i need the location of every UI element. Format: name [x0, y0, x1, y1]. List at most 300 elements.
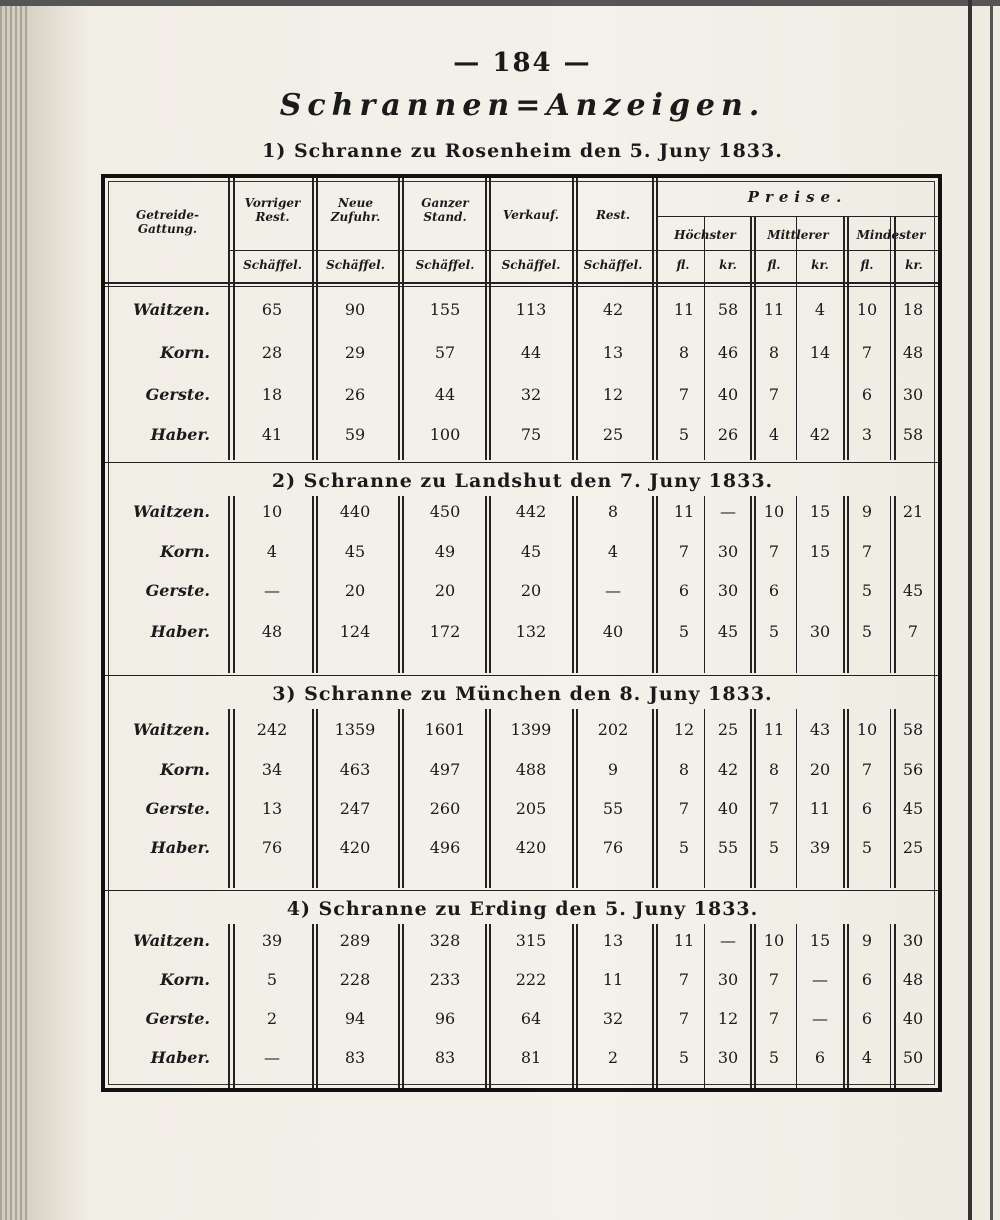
column-rule — [233, 709, 235, 888]
table-cell: 11 — [673, 502, 695, 521]
column-rule — [485, 496, 487, 673]
table-cell: 3 — [861, 425, 873, 444]
table-cell: 497 — [429, 760, 461, 779]
table-cell: 46 — [717, 343, 739, 362]
table-cell: 26 — [344, 385, 366, 404]
unit-fl: fl. — [676, 258, 690, 272]
table-cell: 7 — [861, 542, 873, 561]
table-cell: 58 — [717, 300, 739, 319]
table-cell: 496 — [429, 838, 461, 857]
table-cell: 9 — [861, 931, 873, 950]
header-new-supply: Neue Zufuhr. — [330, 196, 381, 224]
unit-kr: kr. — [719, 258, 737, 272]
grain-label: Gerste. — [145, 1009, 210, 1028]
grain-label: Waitzen. — [133, 931, 210, 950]
table-cell: 15 — [809, 542, 831, 561]
table-cell: 39 — [261, 931, 283, 950]
column-rule — [704, 216, 705, 460]
table-cell: 328 — [429, 931, 461, 950]
table-cell: 6 — [861, 970, 873, 989]
table-cell: 5 — [768, 1048, 780, 1067]
table-cell: 10 — [856, 720, 878, 739]
right-edge-line-outer — [990, 0, 993, 1220]
table-cell: 30 — [717, 581, 739, 600]
table-cell: — — [812, 1009, 828, 1028]
table-cell: 6 — [768, 581, 780, 600]
unit-fl: fl. — [860, 258, 874, 272]
section-title: 3) Schranne zu München den 8. Juny 1833. — [272, 683, 773, 705]
column-rule — [228, 709, 230, 888]
section-rule — [105, 462, 938, 463]
table-cell: 65 — [261, 300, 283, 319]
table-cell: 11 — [673, 300, 695, 319]
table-cell: 42 — [602, 300, 624, 319]
table-cell: 4 — [814, 300, 826, 319]
table-cell: 8 — [607, 502, 619, 521]
column-rule — [576, 924, 578, 1088]
table-cell: 420 — [339, 838, 371, 857]
grain-label: Korn. — [160, 760, 210, 779]
table-cell: 58 — [902, 425, 924, 444]
column-rule — [894, 216, 896, 460]
column-rule — [704, 496, 705, 673]
section-title: 1) Schranne zu Rosenheim den 5. Juny 1833. — [262, 140, 783, 162]
table-cell: 20 — [344, 581, 366, 600]
table-cell: 11 — [809, 799, 831, 818]
header-highest: Höchster — [674, 228, 736, 242]
table-cell: 8 — [768, 343, 780, 362]
table-cell: 49 — [434, 542, 456, 561]
column-rule — [754, 496, 756, 673]
column-rule — [704, 924, 705, 1088]
table-cell: 83 — [434, 1048, 456, 1067]
table-cell: 32 — [520, 385, 542, 404]
table-cell: 9 — [607, 760, 619, 779]
column-rule — [398, 178, 400, 460]
table-cell: 7 — [768, 385, 780, 404]
table-cell: 44 — [520, 343, 542, 362]
table-cell: 81 — [520, 1048, 542, 1067]
table-cell: 6 — [861, 1009, 873, 1028]
column-rule — [316, 496, 318, 673]
table-cell: 59 — [344, 425, 366, 444]
unit-schaeffel: Schäffel. — [415, 258, 475, 272]
header-grain-type: Getreide-Gattung. — [136, 208, 199, 236]
table-cell: 45 — [344, 542, 366, 561]
table-cell: — — [720, 502, 736, 521]
table-cell: 20 — [434, 581, 456, 600]
table-cell: 90 — [344, 300, 366, 319]
table-cell: 172 — [429, 622, 461, 641]
column-rule — [316, 709, 318, 888]
table-cell: 11 — [763, 720, 785, 739]
column-rule — [890, 496, 891, 673]
table-cell: 29 — [344, 343, 366, 362]
column-rule — [843, 216, 845, 460]
prices-rule — [658, 216, 938, 217]
column-rule — [402, 496, 404, 673]
column-rule — [489, 924, 491, 1088]
column-rule — [398, 709, 400, 888]
table-cell: 8 — [678, 760, 690, 779]
table-cell: 1601 — [424, 720, 466, 739]
table-cell: — — [264, 581, 280, 600]
table-cell: 30 — [809, 622, 831, 641]
table-cell: 56 — [902, 760, 924, 779]
grain-label: Korn. — [160, 343, 210, 362]
column-rule — [652, 496, 654, 673]
column-rule — [890, 709, 891, 888]
column-rule — [843, 496, 845, 673]
grain-label: Gerste. — [145, 385, 210, 404]
table-cell: — — [605, 581, 621, 600]
table-cell: 15 — [809, 931, 831, 950]
table-cell: 463 — [339, 760, 371, 779]
table-cell: 94 — [344, 1009, 366, 1028]
column-rule — [890, 216, 891, 460]
column-rule — [750, 496, 752, 673]
table-cell: 25 — [602, 425, 624, 444]
table-cell: 48 — [902, 343, 924, 362]
table-cell: 233 — [429, 970, 461, 989]
table-cell: 228 — [339, 970, 371, 989]
table-cell: 14 — [809, 343, 831, 362]
table-cell: 45 — [902, 581, 924, 600]
table-cell: 20 — [520, 581, 542, 600]
table-cell: 58 — [902, 720, 924, 739]
table-cell: 5 — [861, 838, 873, 857]
table-cell: 5 — [861, 581, 873, 600]
column-rule — [652, 924, 654, 1088]
column-rule — [754, 924, 756, 1088]
table-cell: 18 — [902, 300, 924, 319]
table-cell: 45 — [717, 622, 739, 641]
column-rule — [652, 709, 654, 888]
column-rule — [847, 709, 849, 888]
table-cell: 96 — [434, 1009, 456, 1028]
table-cell: 420 — [515, 838, 547, 857]
table-cell: 12 — [673, 720, 695, 739]
column-rule — [847, 924, 849, 1088]
table-cell: 13 — [602, 931, 624, 950]
column-rule — [576, 709, 578, 888]
table-cell: 12 — [717, 1009, 739, 1028]
table-cell: 42 — [717, 760, 739, 779]
column-rule — [312, 924, 314, 1088]
table-cell: 28 — [261, 343, 283, 362]
grain-label: Korn. — [160, 542, 210, 561]
table-cell: 7 — [768, 542, 780, 561]
table-cell: 113 — [515, 300, 547, 319]
column-rule — [796, 924, 797, 1088]
column-rule — [316, 924, 318, 1088]
table-cell: 7 — [678, 1009, 690, 1028]
column-rule — [843, 709, 845, 888]
grain-label: Haber. — [150, 838, 210, 857]
unit-kr: kr. — [811, 258, 829, 272]
table-cell: 5 — [678, 838, 690, 857]
table-cell: 11 — [673, 931, 695, 950]
column-rule — [656, 178, 658, 460]
right-edge-line — [968, 0, 972, 1220]
column-rule — [398, 496, 400, 673]
table-cell: 7 — [907, 622, 919, 641]
page-title: Schrannen=Anzeigen. — [279, 88, 766, 123]
table-cell: 5 — [266, 970, 278, 989]
table-cell: 289 — [339, 931, 371, 950]
column-rule — [890, 924, 891, 1088]
table-cell: 124 — [339, 622, 371, 641]
table-cell: 10 — [763, 502, 785, 521]
table-cell: 440 — [339, 502, 371, 521]
column-rule — [228, 924, 230, 1088]
column-rule — [796, 216, 797, 460]
column-rule — [402, 924, 404, 1088]
column-rule — [847, 216, 849, 460]
header-rest: Rest. — [595, 208, 631, 222]
grain-label: Gerste. — [145, 581, 210, 600]
table-cell: 4 — [607, 542, 619, 561]
table-cell: 30 — [717, 970, 739, 989]
table-cell: 5 — [768, 622, 780, 641]
column-rule — [754, 216, 756, 460]
table-cell: 41 — [261, 425, 283, 444]
table-cell: 13 — [602, 343, 624, 362]
grain-label: Haber. — [150, 622, 210, 641]
column-rule — [228, 178, 230, 460]
column-rule — [233, 496, 235, 673]
table-cell: 1399 — [510, 720, 552, 739]
column-rule — [750, 216, 752, 460]
table-cell: 64 — [520, 1009, 542, 1028]
unit-schaeffel: Schäffel. — [243, 258, 302, 272]
table-cell: 10 — [261, 502, 283, 521]
table-cell: 7 — [768, 970, 780, 989]
header-middle: Mittlerer — [767, 228, 829, 242]
table-cell: 7 — [678, 542, 690, 561]
table-cell: 9 — [861, 502, 873, 521]
table-cell: 50 — [902, 1048, 924, 1067]
table-cell: 5 — [678, 1048, 690, 1067]
grain-label: Waitzen. — [133, 720, 210, 739]
table-cell: 40 — [602, 622, 624, 641]
grain-label: Gerste. — [145, 799, 210, 818]
table-cell: — — [264, 1048, 280, 1067]
table-cell: 15 — [809, 502, 831, 521]
column-rule — [796, 496, 797, 673]
column-rule — [316, 178, 318, 460]
column-rule — [398, 924, 400, 1088]
column-rule — [656, 709, 658, 888]
table-cell: 6 — [678, 581, 690, 600]
column-rule — [485, 178, 487, 460]
table-cell: 39 — [809, 838, 831, 857]
unit-schaeffel: Schäffel. — [501, 258, 561, 272]
column-rule — [485, 709, 487, 888]
table-cell: 205 — [515, 799, 547, 818]
column-rule — [233, 178, 235, 460]
table-cell: 2 — [607, 1048, 619, 1067]
column-rule — [656, 924, 658, 1088]
table-cell: 75 — [520, 425, 542, 444]
table-cell: 32 — [602, 1009, 624, 1028]
table-cell: 30 — [902, 931, 924, 950]
column-rule — [754, 709, 756, 888]
page-number: — 184 — — [453, 48, 592, 78]
section-rule — [105, 890, 938, 891]
table-cell: 4 — [861, 1048, 873, 1067]
column-rule — [233, 924, 235, 1088]
unit-schaeffel: Schäffel. — [326, 258, 385, 272]
table-cell: 247 — [339, 799, 371, 818]
table-cell: 4 — [266, 542, 278, 561]
table-cell: 10 — [763, 931, 785, 950]
section-title: 2) Schranne zu Landshut den 7. Juny 1833. — [271, 470, 774, 492]
table-cell: 30 — [902, 385, 924, 404]
grain-label: Waitzen. — [133, 300, 210, 319]
table-cell: 7 — [768, 799, 780, 818]
column-rule — [312, 178, 314, 460]
table-cell: 7 — [768, 1009, 780, 1028]
column-rule — [312, 496, 314, 673]
table-cell: 30 — [717, 542, 739, 561]
table-cell: 40 — [902, 1009, 924, 1028]
table-cell: 132 — [515, 622, 547, 641]
column-rule — [402, 709, 404, 888]
table-cell: 55 — [717, 838, 739, 857]
section-rule — [105, 675, 938, 676]
table-cell: 40 — [717, 385, 739, 404]
column-rule — [489, 709, 491, 888]
table-cell: 5 — [678, 425, 690, 444]
column-rule — [572, 709, 574, 888]
table-cell: 7 — [678, 799, 690, 818]
table-cell: 13 — [261, 799, 283, 818]
table-cell: 7 — [678, 970, 690, 989]
table-cell: — — [812, 970, 828, 989]
table-cell: 57 — [434, 343, 456, 362]
table-cell: 2 — [266, 1009, 278, 1028]
table-cell: 20 — [809, 760, 831, 779]
column-rule — [485, 924, 487, 1088]
grain-label: Korn. — [160, 970, 210, 989]
book-binding — [0, 0, 28, 1220]
table-cell: 450 — [429, 502, 461, 521]
table-cell: 155 — [429, 300, 461, 319]
table-cell: 25 — [717, 720, 739, 739]
table-cell: 26 — [717, 425, 739, 444]
table-cell: 11 — [602, 970, 624, 989]
table-cell: 21 — [902, 502, 924, 521]
table-cell: 8 — [678, 343, 690, 362]
column-rule — [572, 178, 574, 460]
table-cell: 6 — [861, 799, 873, 818]
column-rule — [576, 178, 578, 460]
table-cell: 76 — [261, 838, 283, 857]
table-cell: 45 — [520, 542, 542, 561]
table-cell: 48 — [261, 622, 283, 641]
column-rule — [750, 709, 752, 888]
table-cell: 18 — [261, 385, 283, 404]
table-cell: 83 — [344, 1048, 366, 1067]
column-rule — [576, 496, 578, 673]
table-cell: 12 — [602, 385, 624, 404]
table-cell: 11 — [763, 300, 785, 319]
table-cell: 30 — [717, 1048, 739, 1067]
unit-kr: kr. — [905, 258, 923, 272]
column-rule — [894, 496, 896, 673]
column-rule — [652, 178, 654, 460]
table-cell: 7 — [678, 385, 690, 404]
table-cell: 10 — [856, 300, 878, 319]
table-cell: 6 — [861, 385, 873, 404]
table-cell: — — [720, 931, 736, 950]
grain-label: Waitzen. — [133, 502, 210, 521]
table-cell: 1359 — [334, 720, 376, 739]
table-cell: 43 — [809, 720, 831, 739]
column-rule — [847, 496, 849, 673]
column-rule — [843, 924, 845, 1088]
units-rule — [230, 250, 938, 251]
table-cell: 7 — [861, 343, 873, 362]
table-cell: 488 — [515, 760, 547, 779]
table-cell: 100 — [429, 425, 461, 444]
table-cell: 76 — [602, 838, 624, 857]
table-cell: 48 — [902, 970, 924, 989]
table-cell: 315 — [515, 931, 547, 950]
unit-schaeffel: Schäffel. — [583, 258, 643, 272]
table-cell: 6 — [814, 1048, 826, 1067]
table-cell: 8 — [768, 760, 780, 779]
header-prices: Preise. — [747, 188, 848, 206]
grain-label: Haber. — [150, 1048, 210, 1067]
column-rule — [750, 924, 752, 1088]
table-cell: 442 — [515, 502, 547, 521]
table-cell: 202 — [597, 720, 629, 739]
table-cell: 34 — [261, 760, 283, 779]
table-cell: 5 — [678, 622, 690, 641]
table-cell: 222 — [515, 970, 547, 989]
header-previous-rest: Vorriger Rest. — [244, 196, 301, 224]
header-lowest: Mindester — [856, 228, 926, 242]
table-cell: 4 — [768, 425, 780, 444]
unit-fl: fl. — [767, 258, 781, 272]
table-cell: 44 — [434, 385, 456, 404]
column-rule — [312, 709, 314, 888]
table-cell: 45 — [902, 799, 924, 818]
column-rule — [572, 496, 574, 673]
table-cell: 55 — [602, 799, 624, 818]
column-rule — [402, 178, 404, 460]
table-cell: 40 — [717, 799, 739, 818]
column-rule — [656, 496, 658, 673]
column-rule — [704, 709, 705, 888]
column-rule — [228, 496, 230, 673]
column-rule — [894, 924, 896, 1088]
section-title: 4) Schranne zu Erding den 5. Juny 1833. — [286, 898, 759, 920]
table-cell: 5 — [861, 622, 873, 641]
grain-label: Haber. — [150, 425, 210, 444]
header-total-stand: Ganzer Stand. — [421, 196, 469, 224]
column-rule — [796, 709, 797, 888]
table-cell: 7 — [861, 760, 873, 779]
table-cell: 42 — [809, 425, 831, 444]
header-sales: Verkauf. — [503, 208, 559, 222]
column-rule — [894, 709, 896, 888]
table-cell: 5 — [768, 838, 780, 857]
table-cell: 25 — [902, 838, 924, 857]
column-rule — [489, 178, 491, 460]
